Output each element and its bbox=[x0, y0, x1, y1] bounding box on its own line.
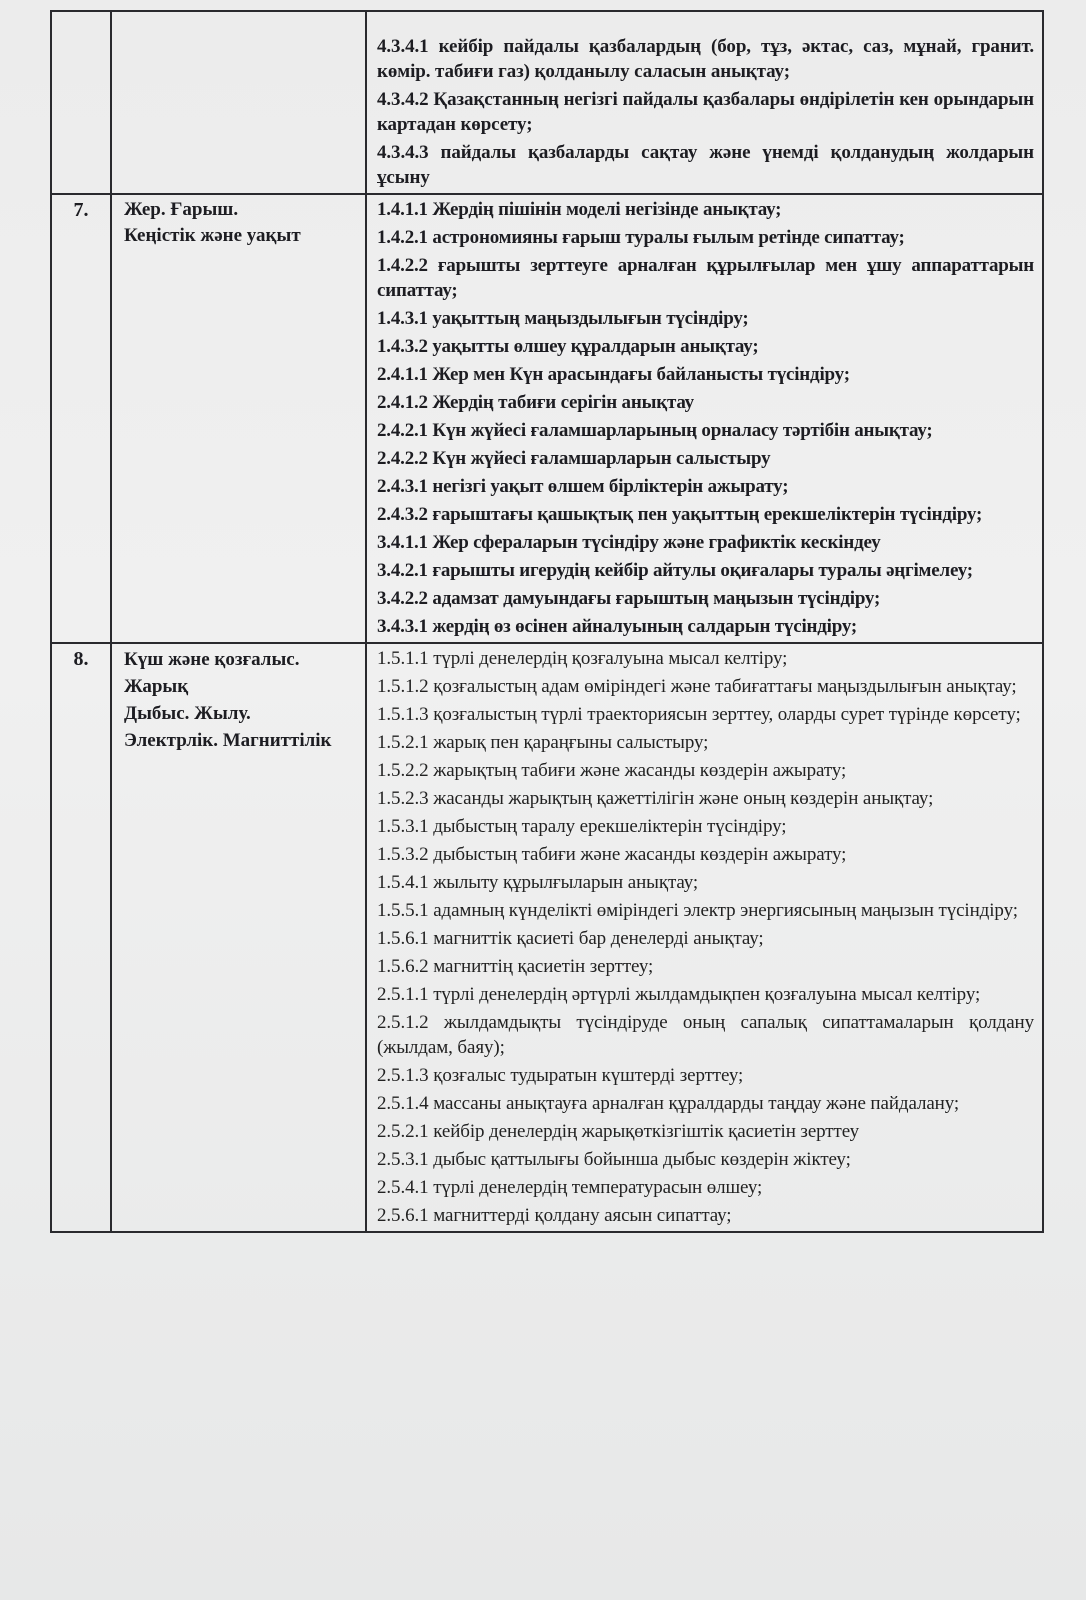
topic-line: Жарық bbox=[124, 676, 189, 697]
topic-line: Дыбыс. Жылу. bbox=[124, 703, 251, 724]
topic-line: Кеңістік және уақыт bbox=[124, 225, 301, 246]
table-row bbox=[51, 643, 1043, 1232]
topic-cell bbox=[111, 194, 366, 643]
learning-goal: 2.5.4.1 түрлі денелердің температурасын өлшеу; bbox=[377, 1177, 763, 1198]
table-body bbox=[51, 11, 1043, 1232]
learning-goal: 1.5.1.2 қозғалыстың адам өміріндегі және табиғаттағы маңыздылығын анықтау; bbox=[377, 676, 1017, 697]
learning-goal: 1.4.3.2 уақытты өлшеу құралдарын анықтау; bbox=[377, 336, 759, 357]
topic-line: Күш және қозғалыс. bbox=[124, 649, 300, 670]
topic-cell bbox=[111, 11, 366, 194]
learning-goal: 2.4.2.2 Күн жүйесі ғаламшарларын салыстыру bbox=[377, 448, 771, 469]
learning-goal: 2.5.3.1 дыбыс қаттылығы бойынша дыбыс көздерін жіктеу; bbox=[377, 1149, 851, 1170]
table-row bbox=[51, 11, 1043, 194]
learning-goal: 1.5.2.1 жарық пен қараңғыны салыстыру; bbox=[377, 732, 709, 753]
learning-goal: 1.5.2.2 жарықтың табиғи және жасанды көздерін ажырату; bbox=[377, 760, 847, 781]
learning-goal: 4.3.4.1 кейбір пайдалы қазбалардың (бор, тұз, әктас, саз, мұнай, гранит. көмір. табиғи газ) қолданылу саласын анықтау; bbox=[377, 36, 1034, 82]
learning-goal: 1.5.3.1 дыбыстың таралу ерекшеліктерін түсіндіру; bbox=[377, 816, 787, 837]
learning-goal: 2.4.3.2 ғарыштағы қашықтық пен уақыттың ерекшеліктерін түсіндіру; bbox=[377, 504, 983, 525]
learning-goals-cell bbox=[366, 11, 1043, 194]
topic-cell bbox=[111, 643, 366, 1232]
learning-goal: 2.4.2.1 Күн жүйесі ғаламшарларының орналасу тәртібін анықтау; bbox=[377, 420, 933, 441]
learning-goal: 1.5.5.1 адамның күнделікті өміріндегі электр энергиясының маңызын түсіндіру; bbox=[377, 900, 1018, 921]
learning-goal: 1.4.2.2 ғарышты зерттеуге арналған құрылғылар мен ұшу аппараттарын сипаттау; bbox=[377, 255, 1034, 301]
learning-goal: 2.5.1.3 қозғалыс тудыратын күштерді зерттеу; bbox=[377, 1065, 744, 1086]
learning-goal: 1.5.4.1 жылыту құрылғыларын анықтау; bbox=[377, 872, 699, 893]
learning-goal: 2.5.1.1 түрлі денелердің әртүрлі жылдамдықпен қозғалуына мысал келтіру; bbox=[377, 984, 981, 1005]
learning-goal: 3.4.1.1 Жер сфераларын түсіндіру және графиктік кескіндеу bbox=[377, 532, 881, 553]
learning-goal: 2.5.1.2 жылдамдықты түсіндіруде оның сапалық сипаттамаларын қолдану (жылдам, баяу); bbox=[377, 1012, 1034, 1058]
learning-goal: 1.5.6.1 магниттік қасиеті бар денелерді анықтау; bbox=[377, 928, 764, 949]
learning-goal: 2.5.6.1 магниттерді қолдану аясын сипаттау; bbox=[377, 1205, 732, 1226]
learning-goal: 1.5.6.2 магниттің қасиетін зерттеу; bbox=[377, 956, 654, 977]
topic-line: Жер. Ғарыш. bbox=[124, 199, 239, 220]
row-number: 7. bbox=[51, 194, 111, 643]
learning-goals-cell bbox=[366, 194, 1043, 643]
row-number bbox=[51, 11, 111, 194]
learning-goal: 1.5.1.3 қозғалыстың түрлі траекториясын зерттеу, оларды сурет түрінде көрсету; bbox=[377, 704, 1021, 725]
learning-goal: 2.5.1.4 массаны анықтауға арналған құралдарды таңдау және пайдалану; bbox=[377, 1093, 960, 1114]
learning-goal: 3.4.3.1 жердің өз өсінен айналуының салдарын түсіндіру; bbox=[377, 616, 858, 637]
learning-goal: 1.4.1.1 Жердің пішінін моделі негізінде анықтау; bbox=[377, 199, 782, 220]
table-row bbox=[51, 194, 1043, 643]
learning-goal: 3.4.2.1 ғарышты игерудің кейбір айтулы оқиғалары туралы әңгімелеу; bbox=[377, 560, 973, 581]
learning-goal: 3.4.2.2 адамзат дамуындағы ғарыштың маңызын түсіндіру; bbox=[377, 588, 881, 609]
learning-goal: 1.4.2.1 астрономияны ғарыш туралы ғылым ретінде сипаттау; bbox=[377, 227, 905, 248]
learning-goal: 2.4.3.1 негізгі уақыт өлшем бірліктерін ажырату; bbox=[377, 476, 789, 497]
learning-goals-cell bbox=[366, 643, 1043, 1232]
curriculum-table bbox=[50, 10, 1044, 1233]
topic-line: Электрлік. Магниттілік bbox=[124, 730, 332, 751]
learning-goal: 1.5.2.3 жасанды жарықтың қажеттілігін және оның көздерін анықтау; bbox=[377, 788, 934, 809]
learning-goal: 1.5.3.2 дыбыстың табиғи және жасанды көздерін ажырату; bbox=[377, 844, 847, 865]
learning-goal: 2.5.2.1 кейбір денелердің жарықөткізгіштік қасиетін зерттеу bbox=[377, 1121, 859, 1142]
row-number: 8. bbox=[51, 643, 111, 1232]
learning-goal: 2.4.1.1 Жер мен Күн арасындағы байланысты түсіндіру; bbox=[377, 364, 850, 385]
learning-goal: 4.3.4.2 Қазақстанның негізгі пайдалы қазбалары өндірілетін кен орындарын картадан көрсету; bbox=[377, 89, 1034, 135]
learning-goal: 4.3.4.3 пайдалы қазбаларды сақтау және үнемді қолданудың жолдарын ұсыну bbox=[377, 142, 1034, 188]
learning-goal: 1.5.1.1 түрлі денелердің қозғалуына мысал келтіру; bbox=[377, 648, 788, 669]
learning-goal: 2.4.1.2 Жердің табиғи серігін анықтау bbox=[377, 392, 694, 413]
learning-goal: 1.4.3.1 уақыттың маңыздылығын түсіндіру; bbox=[377, 308, 749, 329]
